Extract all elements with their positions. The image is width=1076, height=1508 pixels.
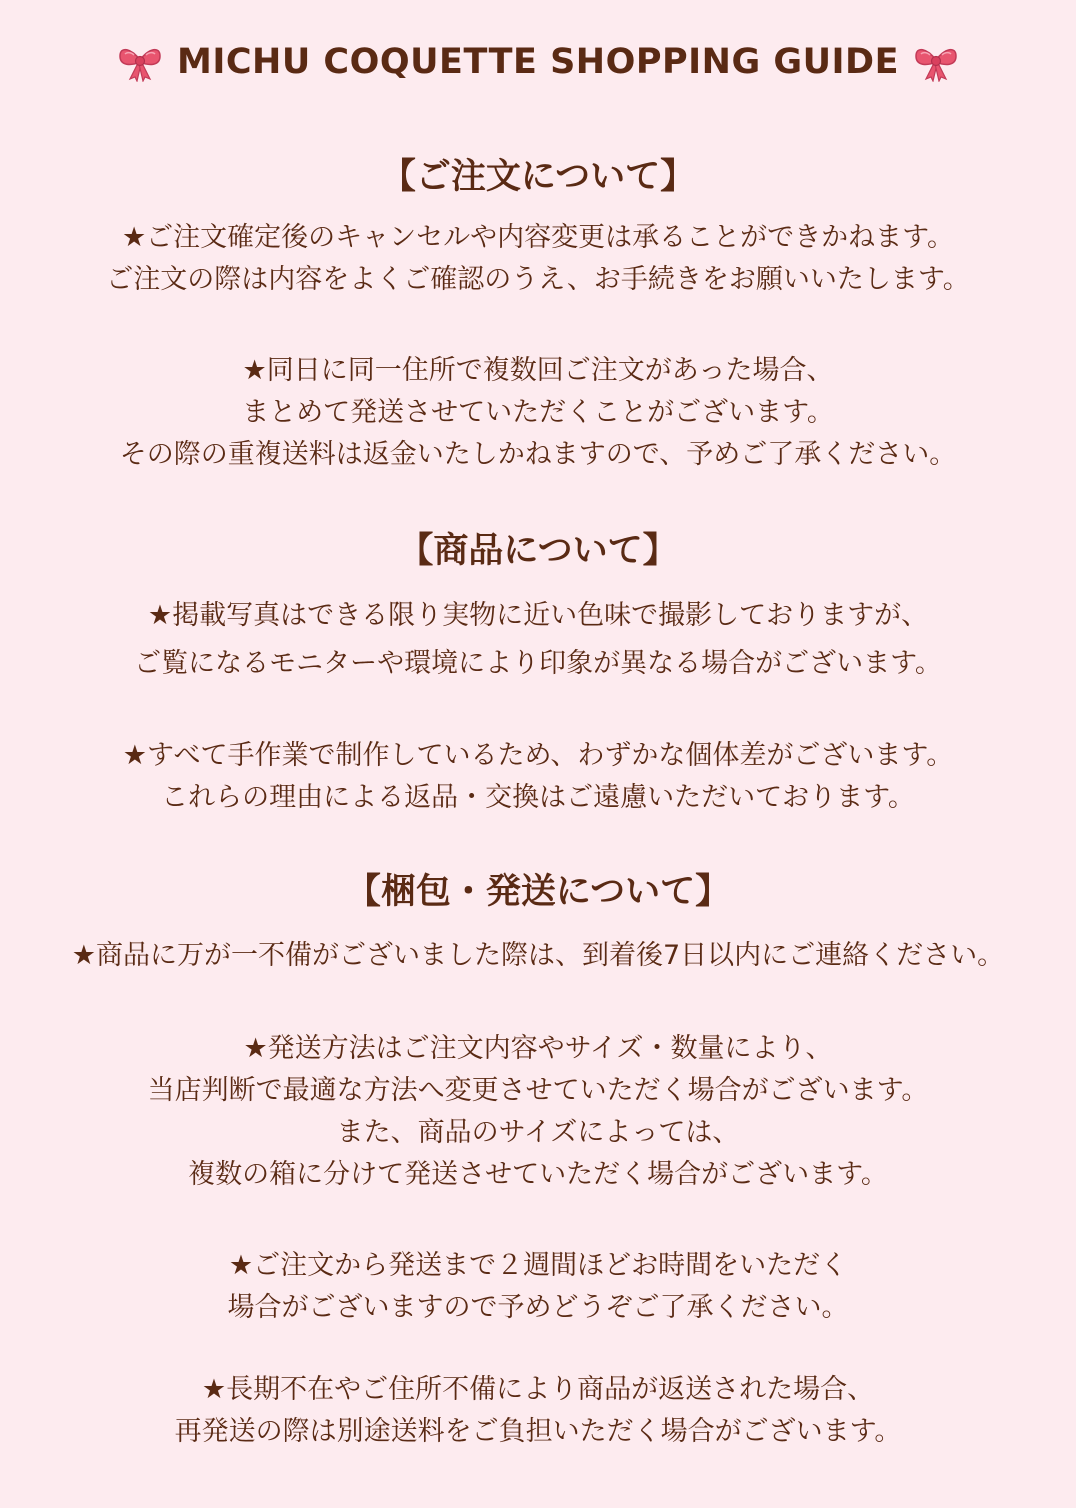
text-line: ご覧になるモニターや環境により印象が異なる場合がございます。 [134, 648, 942, 679]
text-line: ★同日に同一住所で複数回ご注文があった場合、 [242, 355, 834, 386]
text-line: ★掲載写真はできる限り実物に近い色味で撮影しておりますが、 [147, 600, 929, 631]
text-line: 複数の箱に分けて発送させていただく場合がございます。 [188, 1159, 888, 1190]
title-row [0, 38, 1076, 86]
text-line: ★ご注文から発送まで２週間ほどお時間をいただく [228, 1250, 848, 1281]
text-line: ★すべて手作業で制作しているため、わずかな個体差がございます。 [122, 740, 954, 771]
ribbon-bow-icon [117, 42, 163, 82]
defect-contact-note [0, 935, 1076, 977]
section-heading-shipping: 【梱包・発送について】 [345, 872, 731, 912]
same-day-order-note [0, 350, 1076, 476]
text-line: その際の重複送料は返金いたしかねますので、予めご了承ください。 [119, 439, 957, 470]
page-title: MICHU COQUETTE SHOPPING GUIDE [176, 42, 900, 82]
handmade-note [0, 735, 1076, 819]
text-line: ご注文の際は内容をよくご確認のうえ、お手続きをお願いいたします。 [106, 264, 970, 295]
text-line: ★発送方法はご注文内容やサイズ・数量により、 [243, 1033, 833, 1064]
reshipping-note [0, 1369, 1076, 1453]
section-heading-product: 【商品について】 [398, 531, 678, 571]
text-line: ★ご注文確定後のキャンセルや内容変更は承ることができかねます。 [121, 222, 955, 253]
shipping-time-note [0, 1245, 1076, 1329]
text-line: ★商品に万が一不備がございました際は、到着後7日以内にご連絡ください。 [71, 940, 1005, 971]
order-cancel-note [0, 217, 1076, 301]
text-line: まとめて発送させていただくことがございます。 [242, 397, 834, 428]
text-line: 再発送の際は別途送料をご負担いただく場合がございます。 [174, 1416, 902, 1447]
shipping-method-note [0, 1028, 1076, 1196]
section-heading-order: 【ご注文について】 [380, 157, 696, 197]
text-line: 当店判断で最適な方法へ変更させていただく場合がございます。 [147, 1075, 929, 1106]
ribbon-bow-icon [913, 42, 959, 82]
text-line: これらの理由による返品・交換はご遠慮いただいております。 [161, 782, 915, 813]
text-line: また、商品のサイズによっては、 [336, 1117, 740, 1148]
text-line: 場合がございますので予めどうぞご了承ください。 [227, 1292, 849, 1323]
photo-color-note [0, 592, 1076, 688]
text-line: ★長期不在やご住所不備により商品が返送された場合、 [201, 1374, 875, 1405]
